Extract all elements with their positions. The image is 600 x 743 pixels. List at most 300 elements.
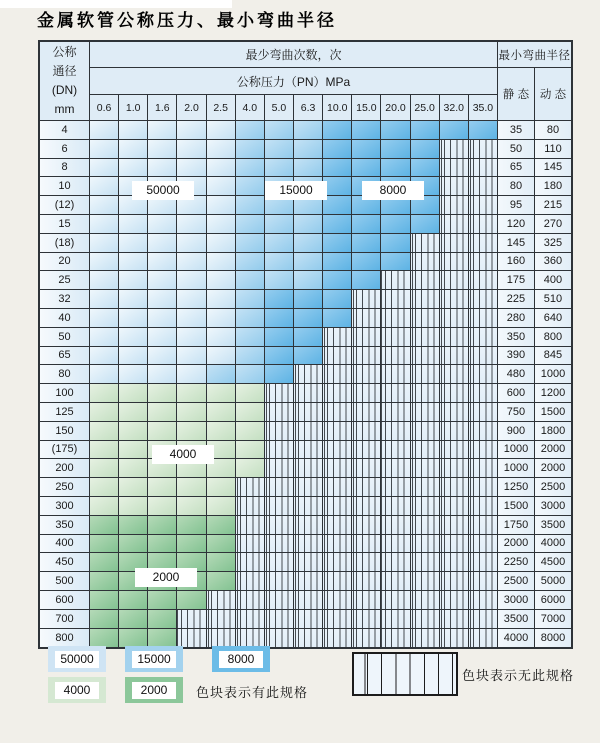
no-spec-cell — [381, 384, 410, 403]
spec-cell — [265, 121, 294, 140]
spec-cell — [119, 234, 148, 253]
legend-no-spec-text: 色块表示无此规格 — [462, 668, 575, 683]
spec-cell — [119, 140, 148, 159]
spec-cell — [265, 140, 294, 159]
no-spec-cell — [294, 459, 323, 478]
no-spec-cell — [411, 516, 440, 535]
no-spec-cell — [381, 459, 410, 478]
no-spec-cell — [236, 629, 265, 648]
spec-cell — [148, 478, 177, 497]
spec-cell — [207, 497, 236, 516]
static-radius-cell: 2250 — [498, 553, 535, 572]
dn-cell: 100 — [40, 384, 90, 403]
no-spec-cell — [469, 516, 498, 535]
table-row — [40, 516, 571, 535]
spec-cell — [411, 140, 440, 159]
no-spec-cell — [352, 610, 381, 629]
spec-cell — [207, 535, 236, 554]
no-spec-cell — [469, 140, 498, 159]
spec-cell — [90, 384, 119, 403]
dn-cell: 15 — [40, 215, 90, 234]
dynamic-header: 动 态 — [535, 68, 571, 121]
spec-cell — [207, 572, 236, 591]
spec-cell — [119, 610, 148, 629]
no-spec-cell — [177, 610, 206, 629]
no-spec-cell — [469, 459, 498, 478]
no-spec-cell — [440, 271, 469, 290]
static-radius-cell: 120 — [498, 215, 535, 234]
table-row — [40, 290, 571, 309]
pressure-tick: 5.0 — [265, 95, 294, 121]
spec-cell — [148, 328, 177, 347]
spec-cell — [90, 196, 119, 215]
no-spec-cell — [294, 497, 323, 516]
spec-cell — [323, 234, 352, 253]
no-spec-cell — [265, 535, 294, 554]
table-row — [40, 384, 571, 403]
dn-cell: 8 — [40, 159, 90, 178]
spec-cell — [119, 365, 148, 384]
spec-cell — [352, 215, 381, 234]
dn-cell: (175) — [40, 441, 90, 460]
static-radius-cell: 145 — [498, 234, 535, 253]
no-spec-cell — [469, 384, 498, 403]
dn-cell: 250 — [40, 478, 90, 497]
spec-cell — [148, 591, 177, 610]
static-radius-cell: 2500 — [498, 572, 535, 591]
pressure-tick: 4.0 — [236, 95, 265, 121]
no-spec-cell — [352, 290, 381, 309]
spec-cell — [119, 159, 148, 178]
spec-cell — [207, 403, 236, 422]
spec-cell — [119, 328, 148, 347]
spec-cell — [207, 553, 236, 572]
spec-cell — [148, 365, 177, 384]
spec-cell — [119, 629, 148, 648]
cycle-count-label: 8000 — [362, 181, 424, 200]
no-spec-cell — [440, 422, 469, 441]
static-radius-cell: 95 — [498, 196, 535, 215]
pressure-tick: 6.3 — [294, 95, 323, 121]
no-spec-cell — [411, 422, 440, 441]
spec-cell — [236, 365, 265, 384]
spec-cell — [352, 234, 381, 253]
static-radius-cell: 2000 — [498, 535, 535, 554]
spec-cell — [90, 572, 119, 591]
no-spec-cell — [352, 553, 381, 572]
spec-cell — [90, 516, 119, 535]
cycle-count-label: 50000 — [132, 181, 194, 200]
static-radius-cell: 4000 — [498, 629, 535, 648]
spec-cell — [323, 290, 352, 309]
spec-cell — [148, 403, 177, 422]
spec-cell — [90, 159, 119, 178]
no-spec-cell — [265, 422, 294, 441]
no-spec-cell — [236, 497, 265, 516]
spec-cell — [148, 234, 177, 253]
no-spec-cell — [440, 215, 469, 234]
no-spec-cell — [440, 309, 469, 328]
dynamic-radius-cell: 5000 — [535, 572, 571, 591]
static-radius-cell: 900 — [498, 422, 535, 441]
no-spec-cell — [323, 516, 352, 535]
static-radius-cell: 50 — [498, 140, 535, 159]
nominal-pressure-header: 公称压力（PN）MPa — [90, 68, 498, 95]
spec-cell — [207, 365, 236, 384]
dn-cell: (18) — [40, 234, 90, 253]
table-row — [40, 535, 571, 554]
no-spec-cell — [323, 610, 352, 629]
no-spec-cell — [411, 253, 440, 272]
no-spec-cell — [411, 441, 440, 460]
spec-cell — [381, 159, 410, 178]
spec-cell — [440, 121, 469, 140]
pressure-tick: 20.0 — [381, 95, 410, 121]
dn-cell: 25 — [40, 271, 90, 290]
spec-cell — [148, 290, 177, 309]
cycle-count-label: 15000 — [265, 181, 327, 200]
no-spec-cell — [469, 159, 498, 178]
spec-cell — [236, 347, 265, 366]
pressure-tick: 15.0 — [352, 95, 381, 121]
no-spec-cell — [440, 140, 469, 159]
spec-cell — [323, 215, 352, 234]
spec-cell — [90, 591, 119, 610]
table-wrap — [38, 40, 573, 649]
table-row — [40, 365, 571, 384]
no-spec-cell — [469, 403, 498, 422]
no-spec-cell — [294, 422, 323, 441]
no-spec-cell — [323, 629, 352, 648]
spec-cell — [90, 290, 119, 309]
no-spec-cell — [411, 347, 440, 366]
spec-cell — [207, 384, 236, 403]
corner-header-dn — [40, 42, 90, 121]
table-row — [40, 422, 571, 441]
dn-cell: 600 — [40, 591, 90, 610]
spec-cell — [148, 384, 177, 403]
spec-cell — [294, 234, 323, 253]
spec-cell — [294, 347, 323, 366]
spec-cell — [352, 121, 381, 140]
no-spec-cell — [411, 328, 440, 347]
no-spec-cell — [381, 403, 410, 422]
no-spec-cell — [177, 629, 206, 648]
no-spec-cell — [265, 516, 294, 535]
spec-cell — [265, 271, 294, 290]
spec-cell — [119, 459, 148, 478]
spec-cell — [236, 422, 265, 441]
spec-cell — [323, 253, 352, 272]
no-spec-cell — [294, 516, 323, 535]
legend-swatch-label: 50000 — [55, 651, 99, 668]
no-spec-cell — [469, 290, 498, 309]
spec-cell — [236, 441, 265, 460]
table-row — [40, 591, 571, 610]
no-spec-cell — [381, 516, 410, 535]
no-spec-cell — [440, 478, 469, 497]
no-spec-cell — [352, 384, 381, 403]
dynamic-radius-cell: 80 — [535, 121, 571, 140]
no-spec-cell — [352, 497, 381, 516]
dn-cell: 65 — [40, 347, 90, 366]
dynamic-radius-cell: 270 — [535, 215, 571, 234]
no-spec-cell — [440, 553, 469, 572]
spec-cell — [177, 290, 206, 309]
spec-cell — [90, 347, 119, 366]
no-spec-cell — [411, 629, 440, 648]
spec-cell — [265, 159, 294, 178]
no-spec-cell — [381, 591, 410, 610]
dynamic-radius-cell: 1000 — [535, 365, 571, 384]
no-spec-cell — [440, 610, 469, 629]
spec-cell — [177, 309, 206, 328]
dn-cell: 300 — [40, 497, 90, 516]
spec-cell — [207, 478, 236, 497]
spec-cell — [323, 140, 352, 159]
page-title: 金属软管公称压力、最小弯曲半径 — [37, 11, 337, 30]
no-spec-cell — [236, 591, 265, 610]
no-spec-cell — [469, 234, 498, 253]
no-spec-cell — [236, 610, 265, 629]
table-row — [40, 553, 571, 572]
spec-cell — [177, 121, 206, 140]
no-spec-cell — [381, 553, 410, 572]
no-spec-cell — [265, 610, 294, 629]
table-row — [40, 478, 571, 497]
pressure-tick: 25.0 — [411, 95, 440, 121]
no-spec-cell — [207, 610, 236, 629]
static-radius-cell: 80 — [498, 177, 535, 196]
no-spec-cell — [469, 365, 498, 384]
no-spec-cell — [352, 441, 381, 460]
no-spec-cell — [323, 384, 352, 403]
no-spec-cell — [411, 497, 440, 516]
spec-cell — [119, 121, 148, 140]
spec-cell — [90, 629, 119, 648]
spec-cell — [207, 215, 236, 234]
dn-cell: 400 — [40, 535, 90, 554]
bend-cycles-header: 最少弯曲次数，次 — [90, 42, 498, 68]
spec-cell — [236, 253, 265, 272]
no-spec-cell — [440, 347, 469, 366]
no-spec-cell — [352, 347, 381, 366]
spec-cell — [265, 253, 294, 272]
spec-cell — [265, 215, 294, 234]
table-header — [40, 42, 571, 121]
dn-cell: 450 — [40, 553, 90, 572]
dynamic-radius-cell: 845 — [535, 347, 571, 366]
no-spec-cell — [411, 384, 440, 403]
spec-cell — [294, 215, 323, 234]
spec-cell — [265, 347, 294, 366]
static-radius-cell: 480 — [498, 365, 535, 384]
no-spec-cell — [411, 478, 440, 497]
spec-cell — [177, 140, 206, 159]
no-spec-cell — [411, 591, 440, 610]
table-row — [40, 347, 571, 366]
spec-cell — [177, 591, 206, 610]
spec-cell — [207, 121, 236, 140]
dynamic-radius-cell: 3500 — [535, 516, 571, 535]
spec-cell — [381, 253, 410, 272]
spec-cell — [90, 271, 119, 290]
dynamic-radius-cell: 180 — [535, 177, 571, 196]
legend-swatch — [125, 677, 183, 703]
legend-swatch-label: 4000 — [55, 682, 99, 699]
dynamic-radius-cell: 325 — [535, 234, 571, 253]
spec-cell — [119, 497, 148, 516]
spec-cell — [148, 610, 177, 629]
no-spec-cell — [323, 572, 352, 591]
no-spec-cell — [411, 403, 440, 422]
pressure-tick: 1.0 — [119, 95, 148, 121]
no-spec-cell — [381, 365, 410, 384]
spec-cell — [294, 290, 323, 309]
no-spec-cell — [381, 290, 410, 309]
table-row — [40, 441, 571, 460]
no-spec-cell — [381, 610, 410, 629]
dn-cell: 700 — [40, 610, 90, 629]
dn-cell: 150 — [40, 422, 90, 441]
no-spec-cell — [294, 441, 323, 460]
spec-cell — [323, 309, 352, 328]
dn-cell: 80 — [40, 365, 90, 384]
no-spec-cell — [352, 629, 381, 648]
legend-swatch — [125, 646, 183, 672]
spec-cell — [148, 253, 177, 272]
spec-cell — [148, 140, 177, 159]
dynamic-radius-cell: 7000 — [535, 610, 571, 629]
spec-cell — [90, 121, 119, 140]
no-spec-cell — [469, 497, 498, 516]
no-spec-cell — [236, 535, 265, 554]
spec-cell — [119, 591, 148, 610]
no-spec-cell — [469, 553, 498, 572]
table-row — [40, 328, 571, 347]
legend-no-spec-swatch — [352, 652, 458, 696]
spec-cell — [236, 459, 265, 478]
spec-cell — [236, 384, 265, 403]
spec-cell — [119, 253, 148, 272]
no-spec-cell — [265, 497, 294, 516]
spec-cell — [236, 271, 265, 290]
table-row — [40, 459, 571, 478]
spec-cell — [90, 215, 119, 234]
no-spec-cell — [440, 196, 469, 215]
table-row — [40, 121, 571, 140]
spec-cell — [177, 384, 206, 403]
corner-line-2: 通径 — [52, 64, 77, 78]
no-spec-cell — [469, 629, 498, 648]
no-spec-cell — [352, 459, 381, 478]
spec-cell — [119, 478, 148, 497]
dynamic-radius-cell: 510 — [535, 290, 571, 309]
no-spec-cell — [265, 459, 294, 478]
spec-cell — [265, 290, 294, 309]
no-spec-cell — [323, 441, 352, 460]
no-spec-cell — [381, 271, 410, 290]
spec-cell — [265, 234, 294, 253]
spec-cell — [323, 121, 352, 140]
no-spec-cell — [469, 253, 498, 272]
no-spec-cell — [440, 441, 469, 460]
static-radius-cell: 35 — [498, 121, 535, 140]
spec-cell — [148, 159, 177, 178]
static-header: 静 态 — [498, 68, 535, 121]
no-spec-cell — [294, 384, 323, 403]
no-spec-cell — [207, 591, 236, 610]
table-row — [40, 497, 571, 516]
spec-cell — [323, 196, 352, 215]
no-spec-cell — [440, 253, 469, 272]
static-radius-cell: 3000 — [498, 591, 535, 610]
no-spec-cell — [440, 290, 469, 309]
spec-cell — [411, 121, 440, 140]
static-radius-cell: 3500 — [498, 610, 535, 629]
spec-cell — [119, 422, 148, 441]
table-row — [40, 234, 571, 253]
no-spec-cell — [294, 365, 323, 384]
no-spec-cell — [469, 328, 498, 347]
no-spec-cell — [381, 309, 410, 328]
cycle-count-label: 4000 — [152, 445, 214, 464]
corner-line-4: mm — [54, 102, 75, 116]
no-spec-cell — [352, 365, 381, 384]
dn-cell: 4 — [40, 121, 90, 140]
no-spec-cell — [469, 309, 498, 328]
no-spec-cell — [440, 572, 469, 591]
legend-swatch-label: 2000 — [132, 682, 176, 699]
spec-cell — [207, 347, 236, 366]
dynamic-radius-cell: 800 — [535, 328, 571, 347]
spec-cell — [148, 309, 177, 328]
corner-line-3: (DN) — [51, 83, 78, 97]
spec-cell — [469, 121, 498, 140]
no-spec-cell — [440, 365, 469, 384]
spec-cell — [177, 215, 206, 234]
no-spec-cell — [381, 328, 410, 347]
static-radius-cell: 1000 — [498, 459, 535, 478]
static-radius-cell: 1500 — [498, 497, 535, 516]
spec-cell — [148, 121, 177, 140]
no-spec-cell — [236, 516, 265, 535]
spec-cell — [236, 234, 265, 253]
spec-cell — [236, 140, 265, 159]
dynamic-radius-cell: 2500 — [535, 478, 571, 497]
spec-cell — [90, 441, 119, 460]
no-spec-cell — [352, 403, 381, 422]
spec-cell — [294, 159, 323, 178]
spec-cell — [90, 365, 119, 384]
spec-cell — [177, 253, 206, 272]
no-spec-cell — [323, 553, 352, 572]
pressure-tick: 2.5 — [207, 95, 236, 121]
spec-cell — [148, 347, 177, 366]
spec-cell — [148, 271, 177, 290]
dn-cell: 125 — [40, 403, 90, 422]
spec-cell — [352, 140, 381, 159]
spec-cell — [177, 422, 206, 441]
no-spec-cell — [294, 535, 323, 554]
no-spec-cell — [265, 403, 294, 422]
no-spec-cell — [323, 478, 352, 497]
no-spec-cell — [352, 422, 381, 441]
static-radius-cell: 280 — [498, 309, 535, 328]
legend-swatch-label: 15000 — [132, 651, 176, 668]
no-spec-cell — [381, 535, 410, 554]
spec-cell — [148, 215, 177, 234]
